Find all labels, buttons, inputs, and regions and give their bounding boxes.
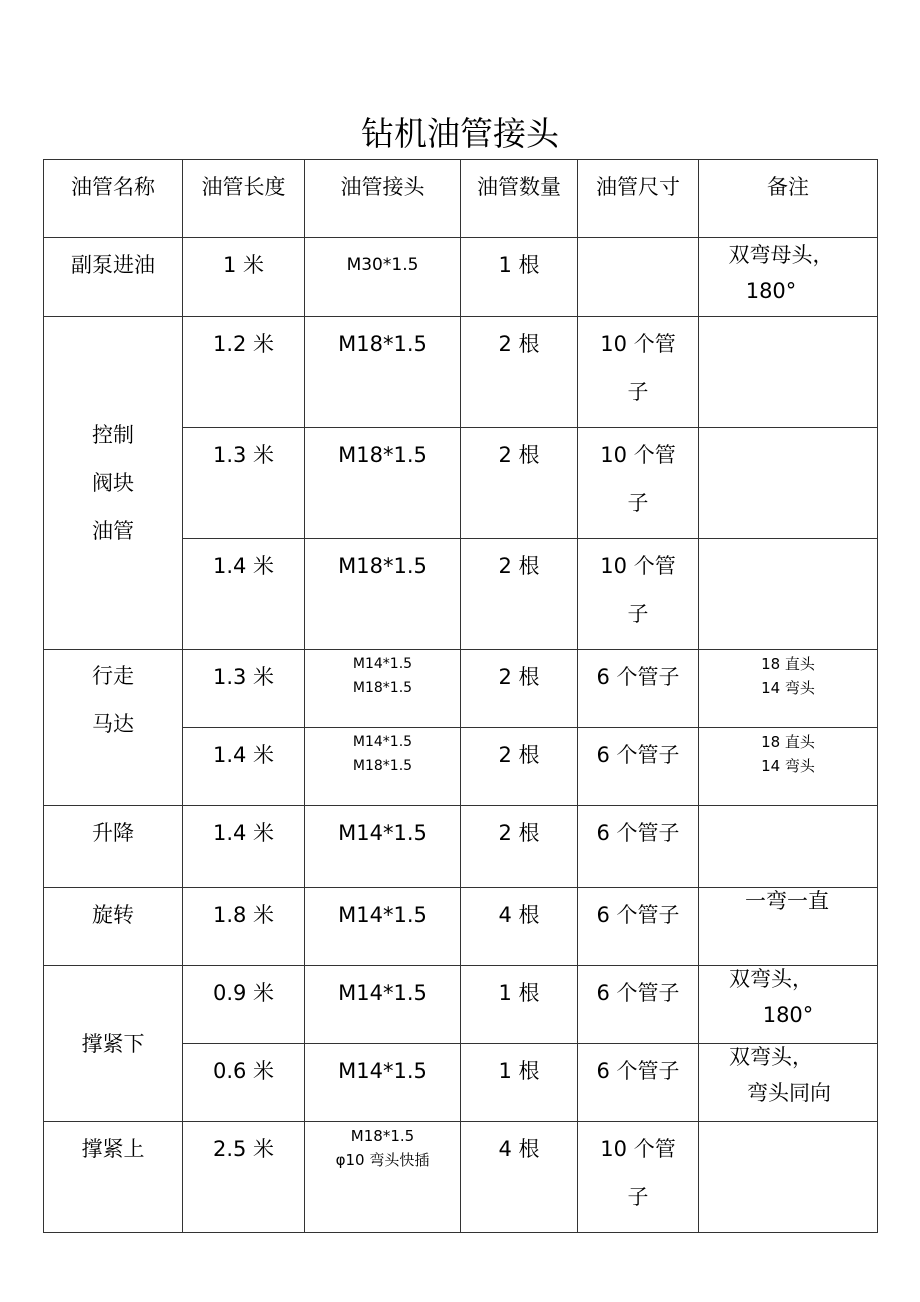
fitting-cell: M14*1.5	[305, 888, 461, 966]
name-cell: 撑紧上	[44, 1122, 183, 1233]
note-cell: 双弯母头， 180°	[699, 238, 878, 317]
length-cell: 1 米	[183, 238, 305, 317]
size-cell: 10 个管 子	[578, 1122, 699, 1233]
name-cell: 副泵进油	[44, 238, 183, 317]
header-cell-note: 备注	[699, 160, 878, 238]
length-cell: 1.3 米	[183, 428, 305, 539]
note-cell: 双弯头， 弯头同向	[699, 1044, 878, 1122]
length-cell: 0.9 米	[183, 966, 305, 1044]
quantity-cell: 2 根	[461, 539, 578, 650]
note-cell: 18 直头 14 弯头	[699, 650, 878, 728]
size-cell: 10 个管 子	[578, 539, 699, 650]
fitting-cell: M18*1.5 φ10 弯头快插	[305, 1122, 461, 1233]
table-row	[44, 650, 878, 728]
length-cell: 1.3 米	[183, 650, 305, 728]
header-cell-length: 油管长度	[183, 160, 305, 238]
header-cell-size: 油管尺寸	[578, 160, 699, 238]
fitting-cell: M14*1.5 M18*1.5	[305, 728, 461, 806]
header-cell-name: 油管名称	[44, 160, 183, 238]
note-cell: 18 直头 14 弯头	[699, 728, 878, 806]
name-cell-travel-motor: 行走 马达	[44, 650, 183, 806]
length-cell: 1.4 米	[183, 806, 305, 888]
quantity-cell: 4 根	[461, 1122, 578, 1233]
quantity-cell: 1 根	[461, 966, 578, 1044]
name-cell: 升降	[44, 806, 183, 888]
note-cell	[699, 806, 878, 888]
fitting-cell: M14*1.5	[305, 806, 461, 888]
note-cell	[699, 1122, 878, 1233]
header-cell-quantity: 油管数量	[461, 160, 578, 238]
length-cell: 0.6 米	[183, 1044, 305, 1122]
quantity-cell: 1 根	[461, 238, 578, 317]
header-cell-fitting: 油管接头	[305, 160, 461, 238]
quantity-cell: 2 根	[461, 728, 578, 806]
fitting-cell: M14*1.5	[305, 966, 461, 1044]
quantity-cell: 2 根	[461, 428, 578, 539]
size-cell: 6 个管子	[578, 806, 699, 888]
note-cell	[699, 317, 878, 428]
quantity-cell: 4 根	[461, 888, 578, 966]
length-cell: 1.8 米	[183, 888, 305, 966]
name-cell: 旋转	[44, 888, 183, 966]
fitting-cell: M14*1.5 M18*1.5	[305, 650, 461, 728]
length-cell: 1.4 米	[183, 539, 305, 650]
hose-fitting-table	[43, 159, 878, 1233]
size-cell: 6 个管子	[578, 1044, 699, 1122]
table-row	[44, 806, 878, 888]
header-row	[44, 160, 878, 238]
name-cell-control-valve: 控制 阀块 油管	[44, 317, 183, 650]
size-cell: 6 个管子	[578, 650, 699, 728]
note-cell	[699, 428, 878, 539]
size-cell: 10 个管 子	[578, 317, 699, 428]
fitting-cell: M18*1.5	[305, 317, 461, 428]
table-row	[44, 888, 878, 966]
fitting-cell: M18*1.5	[305, 539, 461, 650]
page-title: 钻机油管接头	[361, 114, 559, 153]
length-cell: 2.5 米	[183, 1122, 305, 1233]
size-cell: 6 个管子	[578, 888, 699, 966]
length-cell: 1.4 米	[183, 728, 305, 806]
fitting-cell: M14*1.5	[305, 1044, 461, 1122]
note-cell: 双弯头， 180°	[699, 966, 878, 1044]
table-row	[44, 1122, 878, 1233]
fitting-cell: M30*1.5	[305, 238, 461, 317]
note-cell	[699, 539, 878, 650]
length-cell: 1.2 米	[183, 317, 305, 428]
note-cell: 一弯一直	[699, 888, 878, 966]
quantity-cell: 1 根	[461, 1044, 578, 1122]
quantity-cell: 2 根	[461, 317, 578, 428]
size-cell: 6 个管子	[578, 728, 699, 806]
name-cell-brace-lower: 撑紧下	[44, 966, 183, 1122]
table-row	[44, 966, 878, 1044]
quantity-cell: 2 根	[461, 806, 578, 888]
size-cell: 10 个管 子	[578, 428, 699, 539]
fitting-cell: M18*1.5	[305, 428, 461, 539]
size-cell	[578, 238, 699, 317]
quantity-cell: 2 根	[461, 650, 578, 728]
table-row	[44, 238, 878, 317]
size-cell: 6 个管子	[578, 966, 699, 1044]
table-row	[44, 317, 878, 428]
